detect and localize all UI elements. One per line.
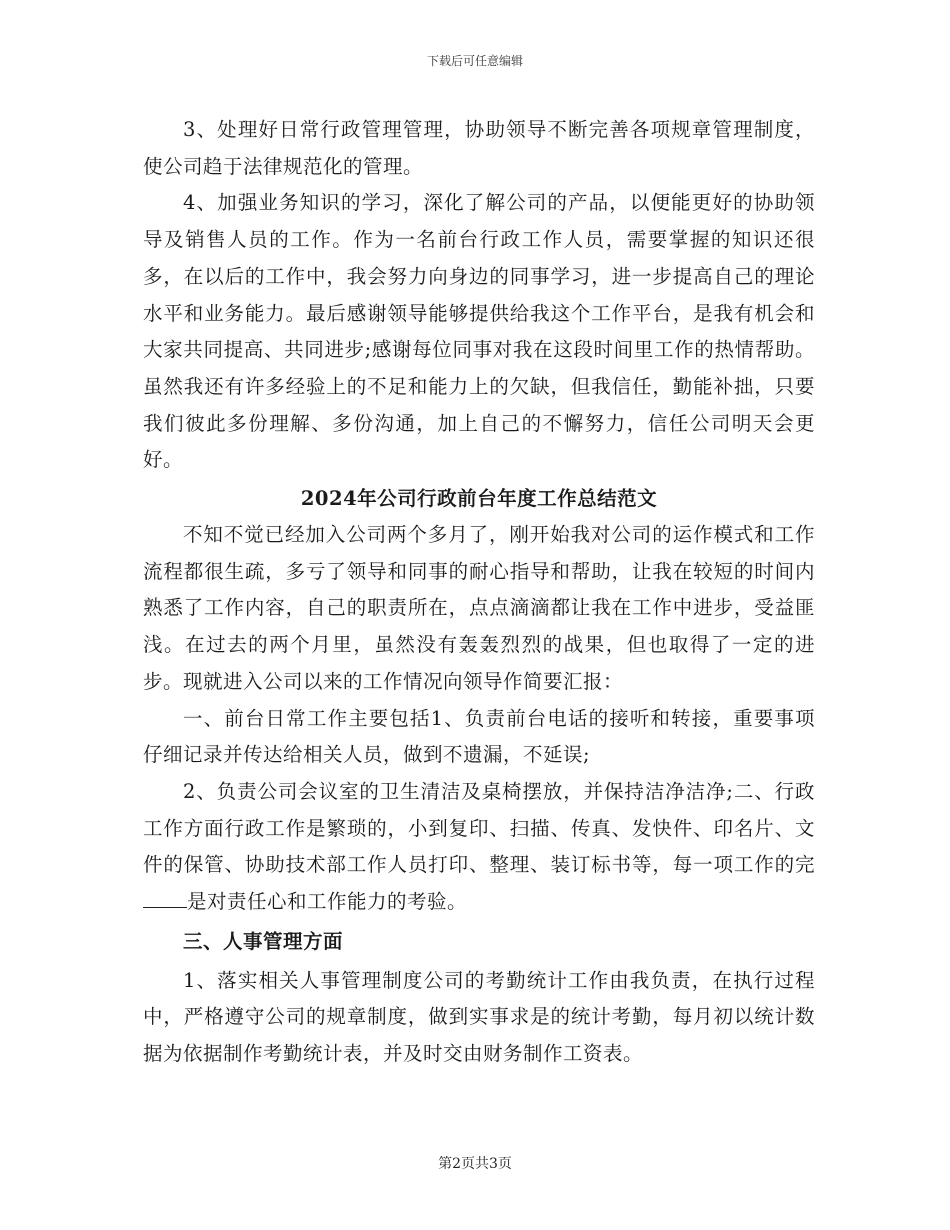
page-header: 下载后可任意编辑: [426, 54, 523, 68]
paragraph-item-3: 3、处理好日常行政管理管理，协助领导不断完善各项规章管理制度，使公司趋于法律规范化的管理。: [143, 118, 815, 178]
intro-paragraph: 不知不觉已经加入公司两个多月了，刚开始我对公司的运作模式和工作流程都很生疏，多亏了领导和同事的耐心指导和帮助，让我在较短的时间内熟悉了工作内容，自己的职责所在，点点滴滴都让我在工作中进步，受益匪浅。在过去的两个月里，虽然没有轰轰烈烈的战果，但也取得了一定的进步。现就进入公司以来的工作情况向领导作简要汇报：: [143, 523, 815, 693]
admin-work-paragraph: [143, 774, 815, 921]
page-footer: 第2页共3页: [438, 1156, 512, 1172]
admin-work-text-before: 2、负责公司会议室的卫生清洁及桌椅摆放，并保持洁净洁净;二、行政工作方面行政工作是繁琐的，小到复印、扫描、传真、发快件、印名片、文件的保管、协助技术部工作人员打印、整理、装订标书等，每一项工作的完: [143, 779, 815, 877]
admin-work-text-after: 是对责任心和工作能力的考验。: [187, 890, 468, 914]
hr-paragraph: 1、落实相关人事管理制度公司的考勤统计工作由我负责，在执行过程中，严格遵守公司的规章制度，做到实事求是的统计考勤，每月初以统计数据为依据制作考勤统计表，并及时交由财务制作工资表。: [143, 968, 815, 1066]
front-desk-paragraph: 一、前台日常工作主要包括1、负责前台电话的接听和转接，重要事项仔细记录并传达给相关人员，做到不遗漏，不延误;: [143, 706, 815, 767]
blank-underline: [143, 889, 187, 908]
paragraph-item-4: 4、加强业务知识的学习，深化了解公司的产品，以便能更好的协助领导及销售人员的工作。作为一名前台行政工作人员，需要掌握的知识还很多，在以后的工作中，我会努力向身边的同事学习，进一步提高自己的理论水平和业务能力。最后感谢领导能够提供给我这个工作平台，是我有机会和大家共同提高、共同进步;感谢每位同事对我在这段时间里工作的热情帮助。虽然我还有许多经验上的不足和能力上的欠缺，但我信任，勤能补拙，只要我们彼此多份理解、多份沟通，加上自己的不懈努力，信任公司明天会更好。: [143, 191, 815, 472]
section-heading: 三、人事管理方面: [183, 929, 344, 953]
document-title: 2024年公司行政前台年度工作总结范文: [300, 487, 658, 511]
document-body: [143, 112, 815, 1073]
